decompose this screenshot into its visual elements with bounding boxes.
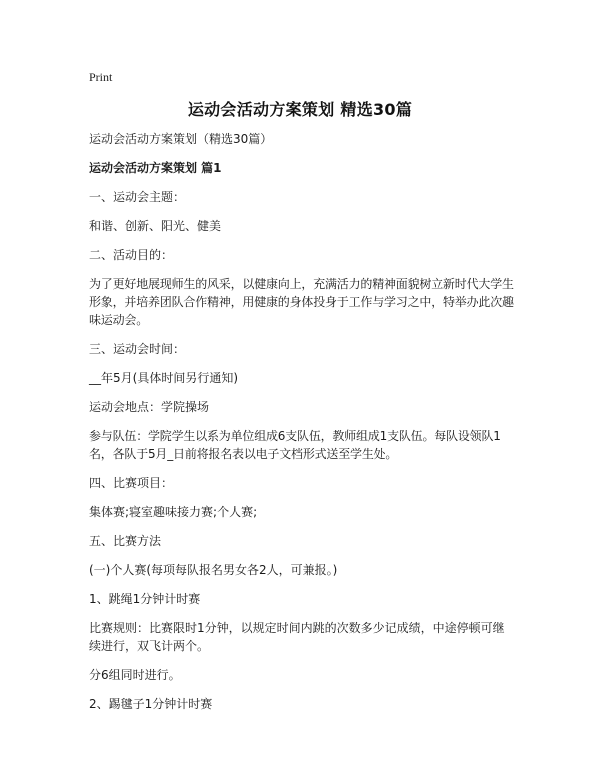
paragraph: 2、踢毽子1分钟计时赛 xyxy=(89,697,213,711)
paragraph: 三、运动会时间： xyxy=(89,342,186,356)
paragraph: 五、比赛方法 xyxy=(89,534,162,548)
section-heading: 运动会活动方案策划 篇1 xyxy=(89,161,222,175)
paragraph: 1、跳绳1分钟计时赛 xyxy=(89,592,201,606)
print-label: Print xyxy=(89,70,113,84)
paragraph: 和谐、创新、阳光、健美 xyxy=(89,219,222,233)
paragraph: 为了更好地展现师生的风采，以健康向上，充满活力的精神面貌树立新时代大学生形象，并培养团队合作精神，用健康的身体投身于工作与学习之中，特举办此次趣味运动会。 xyxy=(89,277,514,327)
document-body xyxy=(89,130,514,724)
paragraph: 运动会地点：学院操场 xyxy=(89,400,210,414)
paragraph: 分6组同时进行。 xyxy=(89,668,181,682)
paragraph: 参与队伍：学院学生以系为单位组成6支队伍，教师组成1支队伍。每队设领队1名，各队于5月_日前将报名表以电子文档形式送至学生处。 xyxy=(89,429,501,461)
paragraph: 四、比赛项目： xyxy=(89,476,174,490)
page-title: 运动会活动方案策划 精选30篇 xyxy=(187,100,413,119)
paragraph: 二、活动目的： xyxy=(89,248,174,262)
paragraph: (一)个人赛(每项每队报名男女各2人，可兼报。) xyxy=(89,563,338,577)
paragraph: __年5月(具体时间另行通知) xyxy=(89,371,238,385)
paragraph: 比赛规则：比赛限时1分钟，以规定时间内跳的次数多少记成绩，中途停顿可继续进行，双飞计两个。 xyxy=(89,621,505,653)
subtitle: 运动会活动方案策划（精选30篇） xyxy=(89,132,273,146)
paragraph: 集体赛;寝室趣味接力赛;个人赛; xyxy=(89,505,258,519)
paragraph: 一、运动会主题： xyxy=(89,190,186,204)
